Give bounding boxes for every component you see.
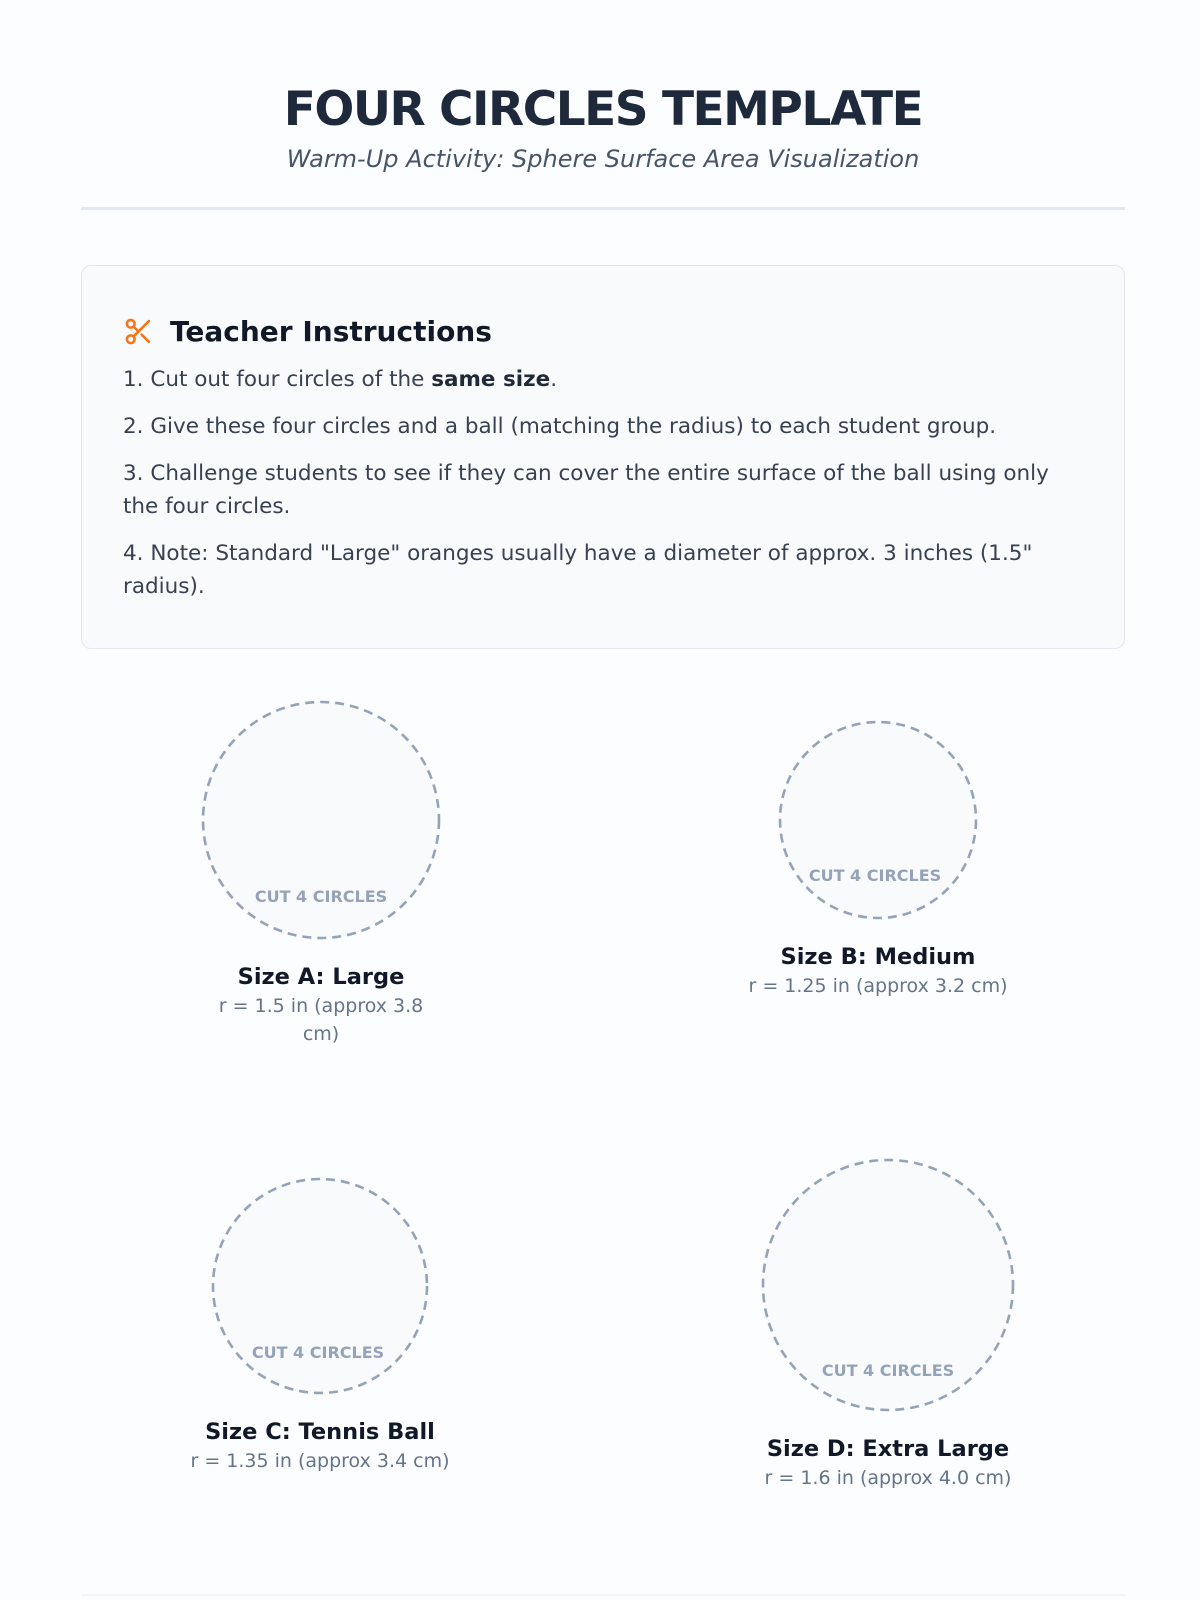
circle-dimension-d: r = 1.6 in (approx 4.0 cm) bbox=[764, 1467, 1012, 1489]
circle-name-c: Size C: Tennis Ball bbox=[205, 1419, 435, 1445]
instruction-step-1 bbox=[123, 363, 1084, 396]
footer-divider bbox=[81, 1594, 1125, 1596]
step-1-prefix: 1. Cut out four circles of the bbox=[123, 367, 432, 392]
circle-dimension-b: r = 1.25 in (approx 3.2 cm) bbox=[748, 975, 1008, 997]
page-title: FOUR CIRCLES TEMPLATE bbox=[283, 82, 923, 137]
instructions-title: Teacher Instructions bbox=[170, 314, 492, 348]
cut-label-a: CUT 4 CIRCLES bbox=[254, 887, 388, 906]
cut-circle-c[interactable] bbox=[211, 1177, 429, 1395]
cut-circle-b[interactable] bbox=[778, 720, 978, 920]
instructions-header bbox=[123, 312, 1084, 350]
cut-label-b: CUT 4 CIRCLES bbox=[808, 866, 942, 885]
page-header bbox=[81, 78, 1125, 176]
header-divider bbox=[81, 207, 1125, 210]
instructions-list bbox=[123, 363, 1084, 603]
circle-name-b: Size B: Medium bbox=[780, 944, 976, 970]
page-subtitle: Warm-Up Activity: Sphere Surface Area Visualization bbox=[286, 145, 920, 173]
circle-dimension-c: r = 1.35 in (approx 3.4 cm) bbox=[190, 1450, 450, 1472]
circle-template-b bbox=[728, 720, 1028, 1000]
cut-label-c: CUT 4 CIRCLES bbox=[251, 1343, 385, 1362]
circle-template-d bbox=[738, 1158, 1038, 1492]
step-1-emphasis: same size bbox=[431, 367, 551, 392]
step-1-suffix: . bbox=[550, 367, 558, 392]
instruction-step-2: 2. Give these four circles and a ball (matching the radius) to each student group. bbox=[123, 414, 997, 439]
circle-name-a: Size A: Large bbox=[237, 964, 405, 990]
cut-circle-d[interactable] bbox=[761, 1158, 1015, 1412]
cut-circle-a[interactable] bbox=[201, 700, 441, 940]
circle-name-d: Size D: Extra Large bbox=[766, 1436, 1010, 1462]
instructions-panel bbox=[81, 265, 1125, 649]
circle-dimension-a: r = 1.5 in (approx 3.8 cm) bbox=[218, 995, 424, 1045]
instruction-step-3: 3. Challenge students to see if they can cover the entire surface of the ball using only the four circles. bbox=[123, 461, 1049, 519]
circle-template-a bbox=[201, 700, 441, 1048]
instruction-step-4: 4. Note: Standard "Large" oranges usually have a diameter of approx. 3 inches (1.5" radius). bbox=[123, 541, 1033, 599]
cut-label-d: CUT 4 CIRCLES bbox=[821, 1361, 955, 1380]
scissors-icon bbox=[123, 316, 154, 347]
circle-template-c bbox=[170, 1177, 470, 1475]
